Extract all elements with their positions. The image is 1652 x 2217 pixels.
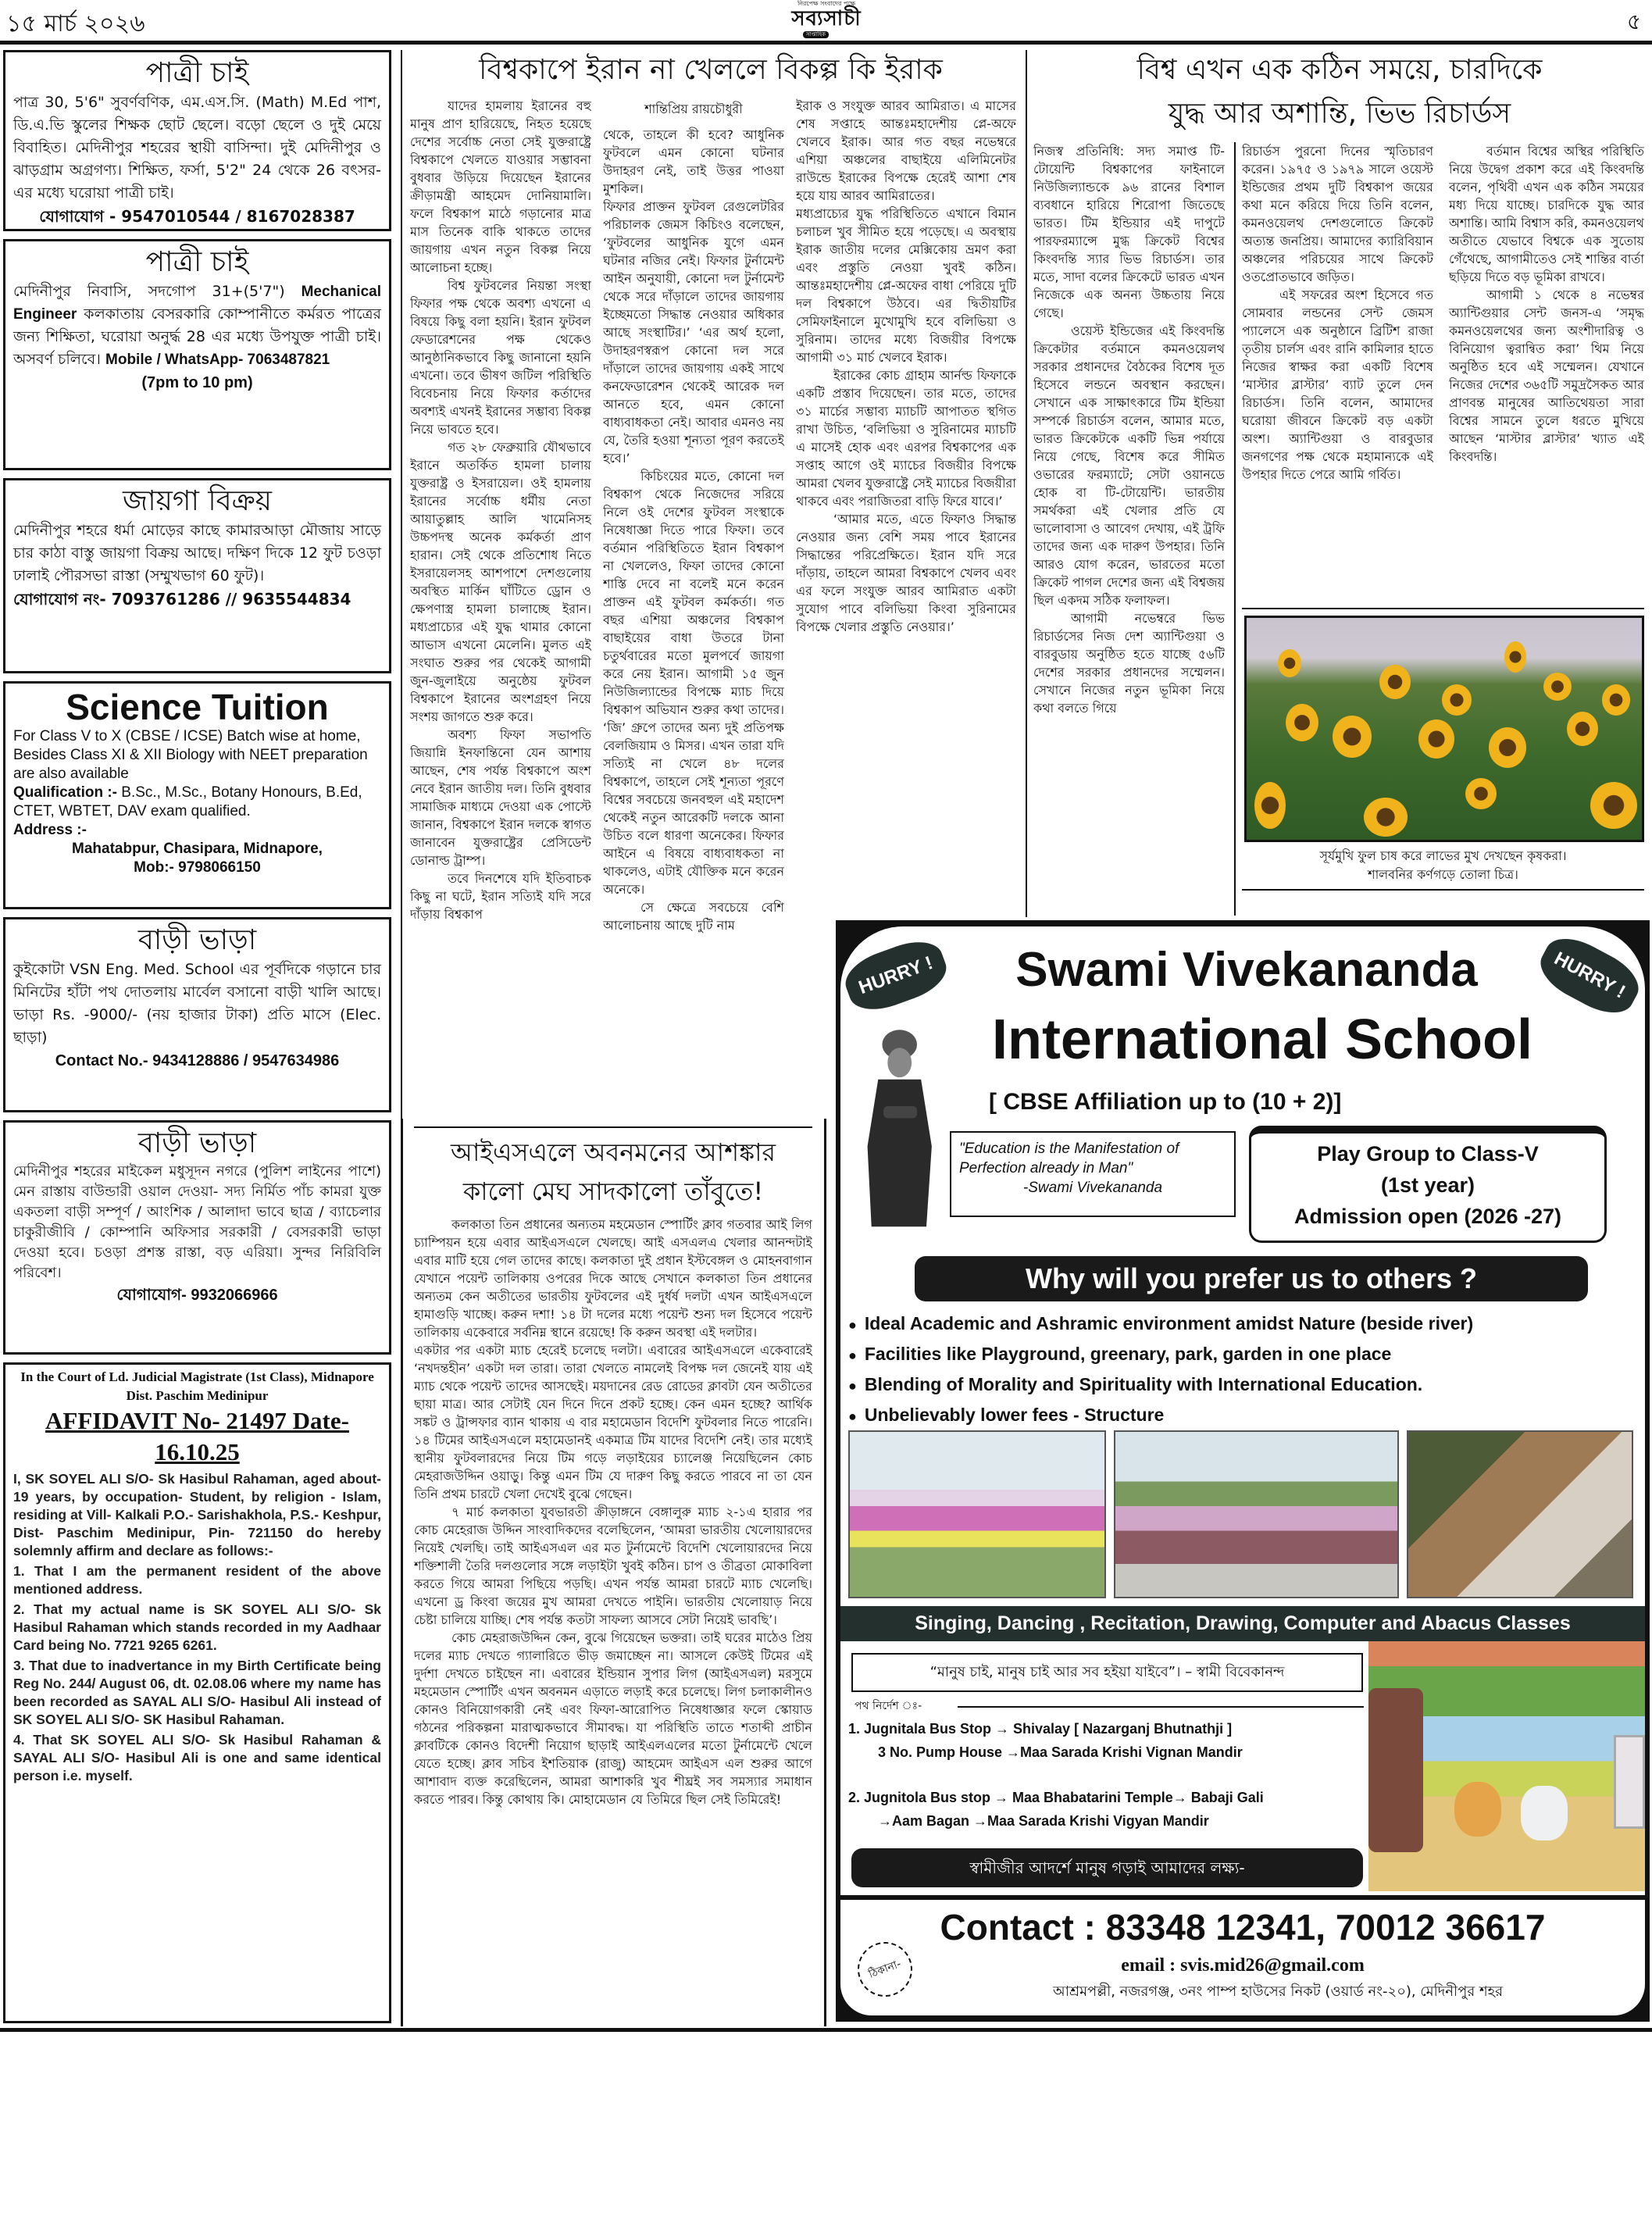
- address-text: Mahatabpur, Chasipara, Midnapore,: [72, 841, 323, 857]
- ad-body-bn: মেদিনীপুর নিবাসি, সদগোপ 31+(5'7"): [13, 283, 285, 300]
- article-headline: [1031, 48, 1648, 136]
- sunflower: [1286, 704, 1318, 741]
- ad-qualification: [13, 784, 381, 821]
- school-garden-photo: [1407, 1430, 1633, 1598]
- ad-body: মেদিনীপুর শহরে ধর্মা মোড়ের কাছে কামারআড়া মৌজায় সাড়ে চার কাঠা বাস্তু জায়গা বিক্রয় আছে। দক্ষিণ দিকে 12 ফুট চওড়া ঢালাই পৌরসভা রাস্তা (সম্মুখভাগ 60 ফুট)।: [13, 522, 381, 584]
- sunflower: [1442, 684, 1472, 716]
- ad-body-en: Mechanical Engineer: [13, 284, 381, 323]
- article-paragraph: ইরাকের কোচ গ্রাহাম আর্নল্ড ফিফাকে একটি প্রস্তাব দিয়েছেন। তার মতে, তাদের ৩১ মার্চের সম্ভাব্য ম্যাচটি আপাতত স্থগিত রাখা উচিত, ‘বলিভিয়া ও সুরিনামের ম্যাচটি এ মাসেই হোক এবং এরপর বিশ্বকাপের এক সপ্তাহ আগে ওই ম্যাচের বিজয়ীর বিপক্ষে আমরা খেলব যুক্তরাষ্ট্রে সেই ম্যাচের বিজয়ীরা থাকবে এবং পরাজিতরা বাড়ি ফিরে যাবে।’: [796, 368, 1016, 509]
- section-rule: [1242, 608, 1644, 609]
- article-rule: [414, 1126, 812, 1128]
- sunflower: [1590, 782, 1637, 829]
- headline-line-2: যুদ্ধ আর অশান্তি, ভিভ রিচার্ডস: [1168, 98, 1511, 130]
- sunflower: [1254, 782, 1286, 829]
- affidavit-point: 1. That I am the permanent resident of the above mentioned address.: [13, 1563, 381, 1597]
- direction-line: 2. Jugnitola Bus stop → Maa Bhabatarini Temple→ Babaji Gali: [848, 1790, 1264, 1805]
- address-label: Address :-: [13, 822, 87, 838]
- ad-patri-chai-2: [3, 239, 391, 470]
- affidavit-point: 2. That my actual name is SK SOYEL ALI S/O- Sk Hasibul Rahaman which stands recorded in my Aadhaar Card being No. 7721 9265 6261.: [13, 1601, 381, 1653]
- ad-body-rest: কলকাতায় বেসরকারি কোম্পানীতে কর্মরত পাত্রের জন্য শিক্ষিতা, ঘরোয়া অনুর্দ্ধ 28 এর মধ্যে উপযুক্ত পাত্রী চাই। অসবর্ণ চলিবে।: [13, 305, 381, 368]
- school-contact-phones: Contact : 83348 12341, 70012 36617: [940, 1907, 1546, 1947]
- ad-title: জায়গা বিক্রয়: [123, 485, 272, 517]
- masthead-rule: [0, 41, 1652, 45]
- sunflower: [1567, 712, 1598, 746]
- address-stamp: ঠিকানা-: [850, 1934, 920, 2005]
- quote-text: "Education is the Manifestation of Perfection already in Man": [959, 1141, 1179, 1176]
- caption-rule: [1242, 889, 1644, 891]
- court-name: In the Court of Ld. Judicial Magistrate (1st Class), Midnapore Dist. Paschim Medinipur: [20, 1369, 374, 1403]
- affidavit-point: 4. That SK SOYEL ALI S/O- Sk Hasibul Rahaman & SAYAL ALI S/O- Hasibul Ali is one and same identical person i.e. myself.: [13, 1732, 381, 1783]
- direction-line: 1. Jugnitala Bus Stop → Shivalay [ Nazarganj Bhutnathji ]: [848, 1721, 1233, 1737]
- page-number: ৫: [1626, 9, 1641, 34]
- ad-title: পাত্রী চাই: [145, 57, 249, 89]
- column-divider: [401, 50, 402, 1119]
- sunflower: [1543, 673, 1572, 701]
- article-paragraph: যাদের হামলায় ইরানের বহু মানুষ প্রাণ হারিয়েছে, নিহত হয়েছে দেশের সর্বোচ্চ নেতা সেই যুক্তরাষ্ট্রে বিশ্বকাপে খেলতে যাওয়ার সম্ভাবনা বুধবার উড়িয়ে দিয়েছেন ইরানের ক্রীড়ামন্ত্রী আহমেদ দোনিয়ামালি। ফলে বিশ্বকাপ মাঠে গড়ানোর মাত্র মাস তিনেক বাকি থাকতে তাদের জায়গায় এখন নতুন বিকল্প নিয়ে আলোচনা হচ্ছে।: [410, 98, 591, 275]
- school-address: আশ্রমপল্লী, নজরগঞ্জ, ৩নং পাম্প হাউসের নিকট (ওয়ার্ড নং-২০), মেদিনীপুর শহর: [1052, 1983, 1504, 2000]
- article-column-1: [1033, 142, 1225, 912]
- logo-tagline-bottom: সাপ্তাহিক: [803, 31, 829, 38]
- sunflower: [1278, 649, 1301, 677]
- article-paragraph: ‘আমার মতে, এতে ফিফাও সিদ্ধান্ত নেওয়ার জন্য বেশি সময় পাবে ইরানের সিদ্ধান্তের পরিপ্রেক্ষিতে। ইরান যদি সরে দাঁড়ায়, তাহলে আমরা বিশ্বকাপে খেলব এবং এর ফলে সংযুক্ত আরব আমিরাত একটা সুযোগ পাবে বলিভিয়া কিংবা সুরিনামের বিপক্ষে খেলার প্রস্তুতি নেওয়ার।’: [796, 512, 1016, 634]
- article-column-2: [1242, 142, 1433, 603]
- classes-banner: Singing, Dancing , Recitation, Drawing, Computer and Abacus Classes: [840, 1606, 1645, 1641]
- classroom-mural-photo: [1368, 1641, 1645, 1891]
- column-divider: [1026, 50, 1027, 917]
- ad-contact: Mobile / WhatsApp- 7063487821: [105, 352, 330, 368]
- article-paragraph: থেকে, তাহলে কী হবে? আধুনিক ফুটবলে এমন কোনো ঘটনার উদাহরণ নেই, তাই উত্তর পাওয়া মুশকিল।: [603, 127, 784, 196]
- ad-body: কুইকোটা VSN Eng. Med. School এর পূর্বদিকে গড়ানে চার মিনিটের হাঁটা পথ দোতলায় মার্বেল বসানো বাড়ী খালি আছে। ভাড়া Rs. -9000/- (নয় হাজার টাকা) প্রতি মাসে (Elec. ছাড়া): [13, 961, 381, 1046]
- ad-house-rent-1: [3, 917, 391, 1112]
- motto-banner: স্বামীজীর আদর্শে মানুষ গড়াই আমাদের লক্ষ্য-: [851, 1848, 1363, 1887]
- ad-land-sale: [3, 478, 391, 673]
- ad-mobile: Mob:- 9798066150: [134, 859, 261, 876]
- admission-year-note: (1st year): [1380, 1173, 1475, 1197]
- school-email: email : svis.mid26@gmail.com: [1121, 1955, 1365, 1976]
- affidavit-intro: I, SK SOYEL ALI S/O- Sk Hasibul Rahaman, aged about- 19 years, by occupation- Student, by religion - Islam, residing at Vill- Kalkali P.O.- Sarishakhola, P.S.- Keshpur, Dist- Paschim Medinipur, Pin- 721150 do hereby solemnly affirm and declare as follows:-: [13, 1471, 381, 1558]
- sunflower: [1364, 798, 1408, 837]
- headline-line-1: বিশ্ব এখন এক কঠিন সময়ে, চারদিকে: [1136, 54, 1543, 86]
- article-paragraph: ৭ মার্চ কলকাতা যুবভারতী ক্রীড়াঙ্গনে বেঙ্গালুরু ম্যাচ ২-১এ হারার পর কোচ মেহেরাজ উদ্দিন সাংবাদিকদের বলেছিলেন, ‘আমরা ভারতীয় খেলোয়ারদের নিয়েই খেলছি। তাই আইএসএল এর মত টুর্নামেন্টে বিদেশি খেলোয়ারদের নিয়ে শক্তিশালী তৈরি দলগুলোর সঙ্গে লড়াইটা খুবই কঠিন। চাপ ও তীব্রতা মোকাবিলা করতে গিয়ে আমরা পিছিয়ে পড়ছি। এখন পর্যন্ত আমরা চারটে ম্যাচ খেলেছি। এখনো ড্র কিংবা জয়ের মুখ আমরা দেখতে পাইনি। ভারতীয় খেলোয়াড় নিয়ে চেষ্টা চালিয়ে যাচ্ছি। শেষ পর্যন্ত কতটা সাফল্য আসবে সেটা নিয়েই ভাবছি’।: [414, 1505, 812, 1627]
- ad-science-tuition: [3, 681, 391, 909]
- sunflower: [1465, 778, 1497, 809]
- mural-tree: [1368, 1688, 1423, 1852]
- ad-contact: Contact No.- 9434128886 / 9547634986: [55, 1052, 340, 1069]
- masthead: [0, 0, 1652, 39]
- directions-label: পথ নির্দেশ ঃ-: [855, 1700, 922, 1712]
- affidavit-title: AFFIDAVIT No- 21497 Date- 16.10.25: [45, 1407, 349, 1466]
- qualification-label: Qualification :-: [13, 784, 117, 801]
- article-column-1: [410, 97, 591, 1109]
- article-paragraph: নিজস্ব প্রতিনিধি: সদ্য সমাপ্ত টি-টোয়েন্টি বিশ্বকাপের ফাইনালে নিউজিল্যান্ডকে ৯৬ রানের বিশাল ব্যবধানে হারিয়ে শিরোপা জিতেছে ভারত। টিম ইন্ডিয়ার এই দাপুটে পারফরম্যান্সে মুগ্ধ ক্রিকেট বিশ্বের কিংবদন্তি স্যার ভিভ রিচার্ডস। তার মতে, সাদা বলের ক্রিকেটে ভারত এখন নিজেকে এক অনন্য উচ্চতায় নিয়ে গেছে।: [1033, 144, 1225, 320]
- ad-swami-vivekananda-school: [836, 920, 1650, 2022]
- ad-body: মেদিনীপুর শহরের মাইকেল মধুসূদন নগরে (পুলিশ লাইনের পাশে) মেন রাস্তায় বাউন্ডারী ওয়াল দেওয়া- সদ্য নির্মিত পাঁচ কামরা যুক্ত একতলা বাড়ী সম্পূর্ণ / আংশিক / আলাদা ভাবে ছাত্র / ব্যাচেলার চাকুরীজীবি / কোম্পানি অফিসার সরকারী / বেসরকারী ভাড়া দেওয়া হবে। চওড়া প্রশস্ত রাস্তা, বড় এরিয়া। সুন্দর নিরিবিলি পরিবেশ।: [13, 1163, 381, 1281]
- article-byline: শান্তিপ্রিয় রায়চৌধুরী: [644, 102, 743, 116]
- article-paragraph: মধ্যপ্রাচ্যের যুদ্ধ পরিস্থিতিতে এখানে বিমান চলাচল খুব সীমিত হয়ে পড়েছে। এ অবস্থায় ইরাক জাতীয় দলের মেক্সিকোয় ভ্রমণ করা এবং প্রস্তুতি নেওয়া খুবই কঠিন। আন্তঃমহাদেশীয় প্লে-অফের বাধা পেরিয়ে দুটি দল বিশ্বকাপে উঠবে। এর দ্বিতীয়টির সেমিফাইনালে মুখোমুখি হবে বলিভিয়া ও সুরিনাম। তাদের মধ্যে বিজয়ীর বিপক্ষে আগামী ৩১ মার্চ খেলবে ইরাক।: [796, 206, 1016, 365]
- ad-house-rent-2: [3, 1120, 391, 1355]
- feature-item: ● Ideal Academic and Ashramic environment amidst Nature (beside river): [848, 1309, 1641, 1340]
- newspaper-logo: [748, 0, 904, 39]
- quote-box: [950, 1131, 1236, 1217]
- directions-rule: [958, 1706, 1364, 1708]
- ad-patri-chai-1: [3, 50, 391, 231]
- article-column-3: [1449, 142, 1644, 603]
- sunflower: [1602, 684, 1630, 716]
- direction-route-1: [848, 1717, 1364, 1764]
- school-affiliation: [ CBSE Affiliation up to (10 + 2)]: [989, 1089, 1342, 1115]
- article-headline: [406, 1133, 820, 1211]
- ad-contact: যোগাযোগ - 9547010544 / 8167028387: [39, 207, 355, 226]
- logo-name: সব্যসাচী: [791, 7, 862, 30]
- article-paragraph: কিচিংয়ের মতে, কোনো দল বিশ্বকাপ থেকে নিজেদের সরিয়ে নিলে ওই দেশের ফুটবল সংস্থাকে নিষেধাজ্ঞা দিতে পারে ফিফা। তবে বর্তমান পরিস্থিতিতে ইরান বিশ্বকাপ না খেললেও, ফিফা তাদের কোনো শাস্তি দেবে না বলেই মনে করেন প্রাক্তন এই ফুটবল কর্মকর্তা। গত বছর এশিয়া অঞ্চলের বিশ্বকাপ বাছাইয়ের বাধা উতরে টানা চতুর্থবারের মতো মুলপর্বে জায়গা করে নেয় ইরান। আগামী ১৫ জুন নিউজিল্যান্ডের বিপক্ষে ম্যাচ দিয়ে বিশ্বকাপ অভিযান শুরুর কথা তাদের। ‘জি’ গ্রুপে তাদের অন্য দুই প্রতিপক্ষ বেলজিয়াম ও মিসর। এখন তারা যদি সত্যিই না খেলে ৪৮ দলের বিশ্বকাপে, তাহলে সেই শূন্যতা পূরণে বিশ্বের সবচেয়ে জনবহুল এই মহাদেশ থেকেই নতুন আরেকটি দলকে আনা উচিত বলে ধারণা অনেকের। ফিফার আইনে এ বিষয়ে বাধ্যবাধকতা না থাকলেও, এটাই যৌক্তিক মনে করেন অনেকে।: [603, 469, 784, 897]
- qualification-text: B.Sc., M.Sc., Botany Honours, B.Ed, CTET, WBTET, DAV exam qualified.: [13, 784, 362, 819]
- ad-affidavit: [3, 1362, 391, 2023]
- caption-line-1: সূর্যমুখি ফুল চাষ করে লাভের মুখ দেখছেন কৃষকরা।: [1319, 848, 1567, 863]
- ad-body: [13, 280, 381, 371]
- affidavit-point: 3. That due to inadvertance in my Birth Certificate being Reg No. 244/ August 06, dt. 02.08.06 where my name has been recorded as SAYAL ALI S/O- Hasibul Ali instead of SK SOYEL ALI S/O- SK Hasibul Rahaman.: [13, 1658, 381, 1727]
- feature-item: ● Blending of Morality and Spirituality with International Education.: [848, 1370, 1641, 1401]
- article-paragraph: সে ক্ষেত্রে সবচেয়ে বেশি আলোচনায় আছে দুটি নাম: [603, 900, 784, 933]
- ad-body: For Class V to X (CBSE / ICSE) Batch wise at home, Besides Class XI & XII Biology with NEET preparation are also available: [13, 728, 368, 782]
- mural-window: [1614, 1735, 1645, 1829]
- article-paragraph: রিচার্ডস পুরনো দিনের স্মৃতিচারণ করেন। ১৯৭৫ ও ১৯৭৯ সালে ওয়েস্ট ইন্ডিজের প্রথম দুটি বিশ্বকাপ জয়ের কথা মনে করিয়ে দিয়ে তিনি বলেন, কমনওয়েলথ দেশগুলোতে ক্রিকেট অত্যন্ত জনপ্রিয়। আমাদের ক্যারিবিয়ান অঞ্চলের পরিচয়ের সাথে ক্রিকেট ওতপ্রোতভাবে জড়িত।: [1242, 144, 1433, 284]
- article-paragraph: একটার পর একটা ম্যাচ হেরেই চলেছে দলটা। এবারের আইএসএলে একেবারেই ‘নখদন্তহীন’ একটা দল তারা। তারা খেলতে নামলেই বিপক্ষ দল জেনেই যায় এই ম্যাচ থেকে পয়েন্ট তাদের আসছেই। ময়দানের রেড রোডের ক্লাবটা যেন অতীতের ছায়া মাত্র। আর সেটাই যেন দিনে দিনে প্রকট হচ্ছে। কেন এমন হচ্ছে? আর্থিক সঙ্কট ও ট্রান্সফার ব্যান থাকায় এ বার মহামেডান বিদেশি ফুটবলার নিতে পারেনি। ১৪ টিমের আইএসএলে মহামেডানই একমাত্র টিম যাদের বিদেশি নেই। তার মধ্যেই স্থানীয় ফুটবলারদের নিয়ে টিম গড়ে লড়াইয়ের চ্যালেঞ্জ নিয়েছিলেন কোচ মেহরাজউদ্দিন ওয়াড়ু। কিন্তু এমন টিম যে দারুণ কিছু করতে পারবে না তা যেন তিনি প্রথম চারটে খেলা দেখেই বুঝে গেছেন।: [414, 1343, 812, 1501]
- sunflower: [1418, 719, 1454, 759]
- article-paragraph: ফিফার প্রাক্তন ফুটবল রেগুলেটরির পরিচালক জেমস কিচিংও বলেছেন, ‘ফুটবলের আধুনিক যুগে এমন ঘটনার নজির নেই। ফিফার টুর্নামেন্ট আইন অনুযায়ী, কোনো দল টুর্নামেন্ট থেকে সরে দাঁড়ালে তাদের জায়গায় ইচ্ছেমতো সিদ্ধান্ত নেওয়ার অধিকার আছে সংস্থাটির।’ ‘এর অর্থ হলো, উদাহরণস্বরূপ কোনো দল সরে দাঁড়ালে তাদের জায়গায় একই সাথে কনফেডারেশন থেকেই আরেক দল আনতে হবে, এমন কোনো বাধ্যবাধকতা নেই। আবার এমনও নয় যে, তৈরি হওয়া শূন্যতা পূরণ করতেই হবে।’: [603, 199, 784, 466]
- article-paragraph: এই সফরের অংশ হিসেবে গত সোমবার লন্ডনের সেন্ট জেমস প্যালেসে এক অনুষ্ঠানে ব্রিটিশ রাজা তৃতীয় চার্লস এবং রানি কামিলার হাতে নিজের স্বাক্ষর করা একটি বিশেষ ‘মাস্টার ব্লাস্টার’ ব্যাট তুলে দেন রিচার্ডস। তিনি বলেন, আমাদের ঘরোয়া জীবনে ক্রিকেট বড় একটা অংশ। অ্যান্টিগুয়া ও বারবুডার জনগণের পক্ষ থেকে মহামান্যকে এই উপহার দিতে পেরে আমি গর্বিত।: [1242, 287, 1433, 482]
- article-paragraph: বিশ্ব ফুটবলের নিয়ন্তা সংস্থা ফিফার পক্ষ থেকে অবশ্য এখনো এ বিষয়ে কিছু বলা হয়নি। ইরান ফুটবল ফেডারেশনের পক্ষ থেকেও আনুষ্ঠানিকভাবে কিছু জানানো হয়নি এখনো। তবে ভীষণ জটিল পরিস্থিতি বিবেচনায় নিয়ে ফিফার কর্তাদের অবশ্যই এখনই ইরানের সম্ভাব্য বিকল্প নিয়ে ভাবতে হবে।: [410, 278, 591, 437]
- school-ad-panel: [840, 926, 1645, 2015]
- quote-author: -Swami Vivekananda: [1022, 1180, 1163, 1196]
- article-paragraph: আগামী ১ থেকে ৪ নভেম্বর অ্যান্টিগুয়ার সেন্ট জনস-এ ‘সমৃদ্ধ কমনওয়েলথের জন্য অংশীদারিত্ব ও বিনিয়োগ ত্বরান্বিত করা’ থিম নিয়ে অনুষ্ঠিত হবে এই সম্মেলন। যেখানে নিজের দেশের ৩৬৫টি সমুদ্রসৈকত আর প্রাণবন্ত মানুষের আতিথেয়তা সারা বিশ্বের সামনে তুলে ধরতে মুখিয়ে আছেন ‘মাস্টার ব্লাস্টার’ খ্যাত এই কিংবদন্তি।: [1449, 287, 1644, 464]
- feature-item: ● Facilities like Playground, greenary, park, garden in one place: [848, 1340, 1641, 1370]
- direction-line: 3 No. Pump House →Maa Sarada Krishi Vignan Mandir: [878, 1744, 1243, 1760]
- direction-route-2: [848, 1786, 1364, 1833]
- school-name-line-2: International School: [991, 1009, 1533, 1071]
- why-prefer-banner: Why will you prefer us to others ?: [915, 1256, 1588, 1301]
- hurry-badge-left: HURRY !: [840, 933, 953, 1019]
- article-paragraph: কোচ মেহরাজউদ্দিন কেন, বুঝে গিয়েছেন ভক্তরা। তাই ঘরের মাঠেও প্রিয় দলের ম্যাচ দেখতে গ্যালারিতে ভীড় জমাচ্ছেন না। আসলে কেউই টিমের এই দুর্দশা দেখতে চাইছেন না। এবারের ইন্ডিয়ান সুপার লিগ (আইএসএল) মরসুমে মহমেডান স্পোর্টিং এখন অবনমন এড়াতে লড়াই করে চলেছে। লিগ চলাকালীনও কোনও বিনিয়োগকারী নেই এবং ফিফা-আরোপিত নিষেধাজ্ঞার ফলে স্কোয়াড গঠনের পরিকল্পনা মারাত্মকভাবে সীমাবদ্ধ। যা পরিস্থিতি তাতে শতাব্দী প্রাচীন ক্লাবটিকে কোনও বিদেশী নিয়োগ ছাড়াই আইএলএলের মতো টুর্নামেন্টে খেলে যেতে হচ্ছে। ক্লাব সচিব ইশতিয়াক (রাজু) আহমেদ আইএস এল শুরুর আগে আশাবাদ ব্যক্ত করেছিলেন, আমরা আশাকরি খুব শীঘ্রই সব সমস্যার সমাধান করতে পারব। কিন্তু কোথায় কি। মোহামেডান যে তিমিরে ছিল সেই তিমিরেই!: [414, 1630, 812, 1807]
- article-paragraph: ওয়েস্ট ইন্ডিজের এই কিংবদন্তি ক্রিকেটার বর্তমানে কমনওয়েলথ সরকার প্রধানদের বৈঠকের বিশেষ দূত হিসেবে লন্ডনে অবস্থান করছেন। সেখানে এক সাক্ষাৎকারে টিম ইন্ডিয়া সম্পর্কে রিচার্ডস বলেন, আমার মতে, ভারত ক্রিকেটকে একটি ভিন্ন পর্যায়ে নিয়ে গেছে, বিশেষ করে সীমিত ওভারের ফরম্যাটে; সেটা ওয়ানডে হোক বা টি-টোয়েন্টি। ভারতীয় সমর্থকরা এই খেলার প্রতি যে ভালোবাসা ও আবেগ দেখায়, এই ট্রফি তাদের জন্য এক দারুণ উপহার। তিনি আরও যোগ করেন, ভারতের মতো ক্রিকেট পাগল দেশের জন্য এই বিশ্বজয় ছিল একদম সঠিক ফলাফল।: [1033, 323, 1225, 608]
- admission-classes: Play Group to Class-V: [1317, 1142, 1539, 1166]
- article-column-2: [603, 97, 784, 1109]
- page-bottom-rule: [0, 2028, 1652, 2032]
- sunflower-photo: [1244, 616, 1644, 842]
- article-paragraph: গত ২৮ ফেব্রুয়ারি যৌথভাবে ইরানে অতর্কিত হামলা চালায় যুক্তরাষ্ট্র ও ইসরায়েল। ওই হামলায় ইরানের সর্বোচ্চ ধর্মীয় নেতা আয়াতুল্লাহ আলি খামেনিসহ উচ্চপদস্থ অনেক কর্মকর্তা প্রাণ হারান। সেই থেকে প্রতিশোধ নিতে ইসরায়েলসহ আশপাশে দেশগুলোয় অবস্থিত মার্কিন ঘাঁটিতে ড্রোন ও ক্ষেপণাস্ত্র হামলা চালাচ্ছে ইরান। মধ্যপ্রাচ্যের এই যুদ্ধ থামার কোনো আভাস এখনো মেলেনি। মুলত এই সংঘাত শুরুর পর থেকেই আগামী জুন-জুলাইয়ে অনুষ্ঠেয় ফুটবল বিশ্বকাপে ইরানের অংশগ্রহণ নিয়ে সংশয় জাগতে শুরু করে।: [410, 440, 591, 724]
- swami-vivekananda-portrait: [851, 1009, 945, 1251]
- sunflower: [1379, 665, 1411, 699]
- ad-title: বাড়ী ভাড়া: [137, 924, 257, 956]
- ad-title: বাড়ী ভাড়া: [137, 1127, 257, 1159]
- school-building-photo: [848, 1430, 1106, 1598]
- headline-line-1: আইএসএলে অবনমনের আশঙ্কার: [451, 1137, 776, 1167]
- direction-line: →Aam Bagan →Maa Sarada Krishi Vigyan Mandir: [878, 1813, 1209, 1829]
- ad-hours: (7pm to 10 pm): [141, 374, 253, 391]
- school-name-line-1: Swami Vivekananda: [1015, 943, 1478, 997]
- ad-title: পাত্রী চাই: [145, 246, 249, 278]
- feature-list: [848, 1309, 1641, 1431]
- contact-divider: [840, 1895, 1645, 1900]
- sunflower: [1489, 727, 1526, 768]
- mural-lion: [1454, 1782, 1501, 1837]
- sunflower: [1333, 716, 1372, 758]
- article-paragraph: তবে দিনশেষে যদি ইতিবাচক কিছু না ঘটে, ইরান সত্যিই যদি সরে দাঁড়ায় বিশ্বকাপ: [410, 871, 591, 922]
- bengali-quote: “মানুষ চাই, মানুষ চাই আর সব হইয়া যাইবে”। – স্বামী বিবেকানন্দ: [851, 1653, 1363, 1692]
- column-divider: [1234, 142, 1236, 916]
- logo-tagline-top: নিরপেক্ষ সংবাদের পক্ষে: [797, 0, 856, 7]
- school-photo-strip: [848, 1430, 1637, 1598]
- article-body: [414, 1216, 812, 2020]
- article-paragraph: আগামী নভেম্বরে ভিভ রিচার্ডসের নিজ দেশ অ্যান্টিগুয়া ও বারবুডায় অনুষ্ঠিত হতে যাচ্ছে ৫৬টি দেশের সরকার প্রধানদের সম্মেলন। সেখানে নিজের নতুন ভূমিকা নিয়ে কথা বলতে গিয়ে: [1033, 611, 1225, 716]
- article-headline: বিশ্বকাপে ইরান না খেললে বিকল্প কি ইরাক: [479, 54, 943, 86]
- photo-caption: [1242, 847, 1644, 884]
- ad-body: পাত্র 30, 5'6" সুবর্ণবণিক, এম.এস.সি. (Math) M.Ed পাশ, ডি.এ.ভি স্কুলের শিক্ষক ছোট ছেলে। বড়ো ছেলে ও দুই মেয়ে বিবাহিত। মেদিনীপুর শহরের স্থায়ী বাসিন্দা। দুই মেদিনীপুর ও ঝাড়গ্রাম অগ্রগণ্য। শিক্ষিত, ফর্সা, 5'2" 24 থেকে 26 বৎসর-এর মধ্যে ঘরোয়া পাত্রী চাই।: [13, 94, 381, 202]
- article-paragraph: কলকাতা তিন প্রধানের অন্যতম মহমেডান স্পোর্টিং ক্লাব গতবার আই লিগ চ্যাম্পিয়ন হয়ে এবার আইএসএলে খেলছে। আই এসএলএ খেলার আনন্দটাই এবার মাটি হয়ে গেল তাদের কাছে। কলকাতা দুই প্রধান ইস্টবেঙ্গল ও মোহনবাগান যেখানে পয়েন্ট তালিকায় ওপরের দিকে আছে সেখানে কলকাতা তিন প্রধানের অন্যতম কেন অতীতের ভারতীয় ফুটবলের এই দুর্ধর্ষ দলটা এখন আইএসএলে হামাগুড়ি খাচ্ছে। করুন দশা! ১৪ টা দলের মধ্যে পয়েন্ট শুন্য দল হিসেবে পয়েন্ট তালিকায় একেবারে সর্বনিম্ন স্থানে রয়েছে! কি করুন অবস্থা এই দলটার।: [414, 1217, 812, 1340]
- ad-contact: যোগাযোগ নং- 7093761286 // 9635544834: [13, 590, 351, 609]
- headline-line-2: কালো মেঘ সাদকালো তাঁবুতে!: [462, 1176, 764, 1206]
- ad-contact: যোগাযোগ- 9932066966: [116, 1287, 278, 1304]
- caption-line-2: শালবনির কর্ণগড়ে তোলা চিত্র।: [1368, 867, 1518, 882]
- ad-title: Science Tuition: [66, 687, 329, 727]
- feature-item: ● Unbelievably lower fees - Structure: [848, 1401, 1641, 1431]
- sunflower: [1504, 641, 1526, 673]
- school-mural-wall-photo: [1114, 1430, 1399, 1598]
- article-paragraph: বর্তমান বিশ্বের অস্থির পরিস্থিতি নিয়ে উদ্বেগ প্রকাশ করে এই কিংবদন্তি বলেন, পৃথিবী এখন এক কঠিন সময়ের মধ্য দিয়ে যাচ্ছে। চারদিকে যুদ্ধ আর অশান্তি। আমি বিশ্বাস করি, কমনওয়েলথ অতীতে যেভাবে বিশ্বকে এক সুতোয় গেঁথেছে, আগামীতেও সেই শান্তির বার্তা ছড়িয়ে দিতে বড় ভূমিকা রাখবে।: [1449, 144, 1644, 284]
- issue-date: ১৫ মার্চ ২০২৬: [6, 10, 145, 37]
- admission-open: Admission open (2026 -27): [1293, 1205, 1562, 1228]
- mural-elephant: [1521, 1786, 1568, 1840]
- article-paragraph: অবশ্য ফিফা সভাপতি জিয়ান্নি ইনফান্তিনো যেন আশায় আছেন, শেষ পর্যন্ত বিশ্বকাপে অংশ নেবে ইরান জাতীয় দল। তিনি বুধবার সামাজিক মাধ্যমে দেওয়া এক পোস্টে জানান, বিশ্বকাপে ইরান দলকে স্বাগত জানাবেন যুক্তরাষ্ট্রের প্রেসিডেন্ট ডোনাল্ড ট্রাম্প।: [410, 727, 591, 868]
- admission-box: [1249, 1126, 1607, 1243]
- hurry-badge-right: HURRY !: [1532, 928, 1645, 1024]
- article-paragraph: ইরাক ও সংযুক্ত আরব আমিরাত। এ মাসের শেষ সপ্তাহে আন্তঃমহাদেশীয় প্লে-অফে খেলবে ইরাক। আর গত বছর নভেম্বরে এশিয়া অঞ্চলের বাছাইয়ে এলিমিনেটর রাউন্ডে ইরাকের বিপক্ষে হেরেই আশা শেষ হয়ে যায় আরব আমিরাতের।: [796, 98, 1016, 203]
